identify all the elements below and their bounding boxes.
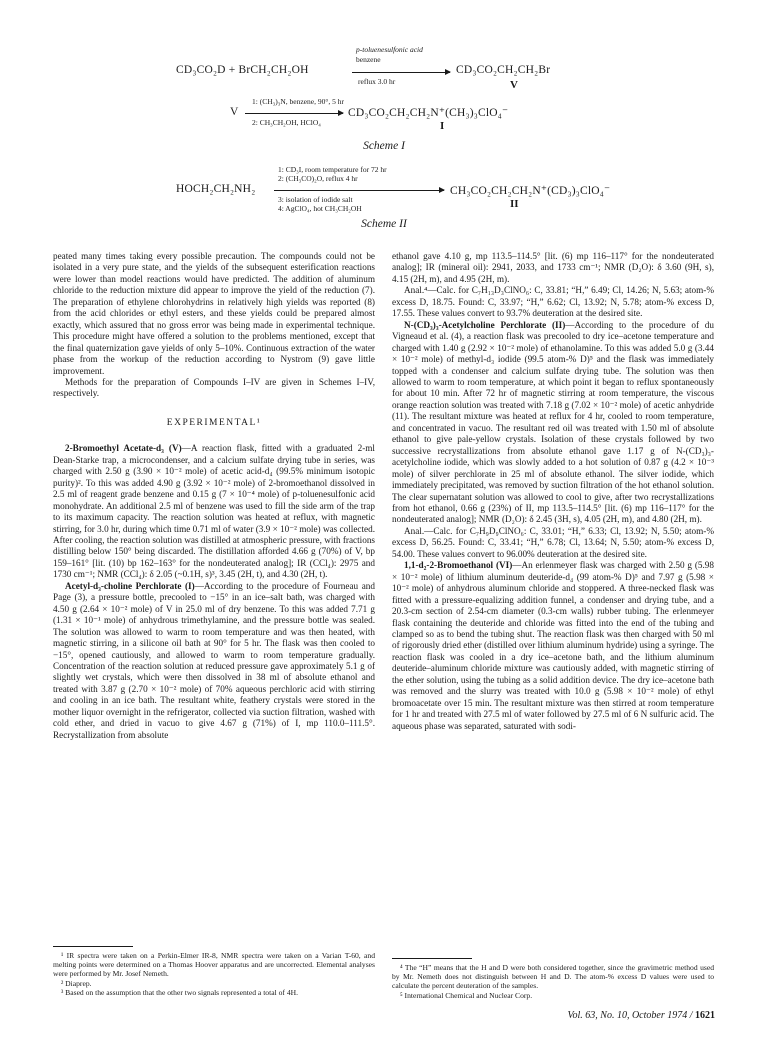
- footnote-3: ³ Based on the assumption that the other two signals represented a total of 4H.: [61, 987, 298, 997]
- scheme1-caption: Scheme I: [363, 140, 405, 152]
- left-paragraph-1: peated many times taking every possible precaution. The compounds could not be isolated in a very pure state, and the yields of the subsequent esterification reactions were lower than model reactions would have predicted. The addition of aluminum chloride to the reduction mixture did appear to improve the yield of the reduction (7). The preparation of ethylene chlorohydrins in relatively high yields was reported (8) from the acid chlorides or ethyl esters, and these yields could be prepared almost exactly, which assured that no gross error was being made in experimental technique. This procedure might have offered a solution to the problems mentioned, except that the final quaternization gave yields of only 5–10%. Continuous extraction of the water phase from the workup of the reduction according to Nystrom (9) gave little improvement.: [53, 251, 375, 376]
- scheme2-product-label: II: [510, 198, 519, 210]
- scheme2-product: CH₃CO₂CH₂CH₂N⁺(CD₃)₃ClO₄⁻: [450, 185, 611, 197]
- procedure-ii: [392, 320, 714, 526]
- procedure-ii-title: N-(CD₃)₃-Acetylcholine Perchlorate (II): [404, 319, 566, 330]
- procedure-i: [53, 581, 375, 741]
- procedure-vi-body: —An erlenmeyer flask was charged with 2.50 g (5.98 × 10⁻² mole) of lithium aluminum deuteride-d₄ (99 atom-% D)⁵ and 7.97 g (5.98 × 10⁻² mole) of anhydrous aluminum chloride and stoppered. A three-necked flask was fitted with a pressure-equalizing addition funnel, a condenser and drying tube, and a 20.3-cm section of 2.54-cm diameter (0.3-cm walls) rubber tubing. The erlenmeyer flask containing the deuteride and chloride was fitted into the end of the tubing and clamped so as to bend the tubing shut. The reaction flask was then charged with 50 ml of rigorously dried ether (distilled over lithium aluminum hydride) using a syringe. The reaction flask was cooled in a dry ice–acetone bath, and the lithium aluminum deuteride–aluminum chloride mixture was cautiously added, with magnetic stirring of the ether solution, using the tubing as a solid addition device. The dry ice–acetone bath was removed and the slurry was treated with 10.0 g (5.98 × 10⁻² mole) of ethyl bromoacetate over 15 min. The resultant mixture was then stirred at room temperature for 1 hr and treated with 27.5 ml of water followed by 27.5 ml of 6 N sulfuric acid. The aqueous phase was separated, saturated with sodi-: [392, 560, 714, 731]
- page-number: 1621: [695, 1010, 715, 1021]
- anal-i: Anal.⁴—Calc. for C₇H₁₃D₃ClNO₆: C, 33.81; “H,” 6.49; Cl, 14.26; N, 5.63; atom-% excess D, 18.75. Found: C, 33.97; “H,” 6.62; Cl, 13.92; N, 5.78; atom-% excess D, 17.55. These values convert to 93.7% deuteration at the desired site.: [392, 285, 714, 319]
- procedure-vi-title: 1,1-d₂-2-Bromoethanol (VI): [404, 560, 513, 571]
- scheme1-reagent-below: reflux 3.0 hr: [358, 77, 396, 86]
- left-footnote-rule: [53, 946, 133, 947]
- footnote-5: ⁵ International Chemical and Nuclear Corp.: [400, 990, 533, 1000]
- scheme1-step2-reactant: V: [230, 106, 239, 118]
- scheme1-arrow-2: [245, 113, 343, 114]
- procedure-v: [53, 443, 375, 580]
- left-column: [53, 251, 375, 741]
- scheme2-reactant: HOCH₂CH₂NH₂: [176, 183, 256, 195]
- procedure-vi: [392, 560, 714, 732]
- scheme2-arrow: [274, 190, 444, 191]
- scheme2-caption: Scheme II: [361, 218, 407, 230]
- right-footnote-rule: [392, 958, 472, 959]
- footnote-4: ⁴ The “H” means that the H and D were both considered together, since the gravimetric method used by Mr. Nemeth does not distinguish between H and D. The atom-% excess D values were used to calculate the percent deuteration of the samples.: [392, 963, 714, 991]
- procedure-ii-body: —According to the procedure of du Vigneaud et al. (4), a reaction flask was precooled to dry ice–acetone temperature and charged with 1.40 g (2.92 × 10⁻² mole) of ethanolamine. To this was added 5.0 g (3.44 × 10⁻² mole) of methyl-d₃ iodide (99.5 atom-% D)⁵ and the flask was immediately topped with a condenser and calcium sulfate drying tube. The solution was then allowed to warm to room temperature, at which point it began to reflux spontaneously for about 10 min. After 72 hr of magnetic stirring at room temperature, the viscous orange reaction solution was treated with 7.18 g (7.02 × 10⁻² mole) of acetic anhydride (11). The resultant mixture was heated at reflux for 4 hr, cooled to room temperature, and concentrated in vacuo. The resultant red oil was treated with 1.50 ml of absolute ethanol to give pale-yellow crystals. Isolation of these crystals followed by two successive recrystallizations from absolute ethanol gave 1.17 g of N-(CD₃)₃-acetylcholine iodide, which was slowly added to a hot solution of 0.87 g (4.2 × 10⁻³ mole) of silver perchlorate in 25 ml of absolute ethanol. The silver iodide, which immediately precipitated, was removed by suction filtration of the hot ethanol solution. The clear supernatant solution was allowed to cool to give, after two recrystallizations from hot ethanol, 0.66 g (23%) of II, mp 113.5–114.5° [lit. (6) mp 116–117° for the nondeuterated analog]; NMR (D₂O): δ 2.45 (3H, s), 4.05 (2H, m), and 4.80 (2H, m).: [392, 319, 714, 525]
- scheme1-step2-product: CD₃CO₂CH₂CH₂N⁺(CH₃)₃ClO₄⁻: [348, 107, 509, 119]
- left-footnotes: [53, 951, 375, 997]
- scheme1-arrow-1: [352, 72, 450, 73]
- scheme1-reagent-above-1: p-toluenesulfonic acid: [356, 45, 423, 54]
- experimental-heading: EXPERIMENTAL¹: [166, 417, 262, 428]
- right-footnotes: [392, 963, 714, 1000]
- procedure-v-title: 2-Bromoethyl Acetate-d₃ (V): [65, 443, 182, 454]
- procedure-i-title: Acetyl-d₃-choline Perchlorate (I): [65, 580, 195, 591]
- procedure-i-body: —According to the procedure of Fourneau and Page (3), a pressure bottle, precooled to −15° in an ice–salt bath, was charged with 4.50 g (2.64 × 10⁻² mole) of V in 25.0 ml of dry benzene. To this was added 7.71 g (1.31 × 10⁻¹ mole) of anhydrous trimethylamine, and the pressure bottle was sealed. The solution was allowed to warm to room temperature and was then heated, with magnetic stirring, in a silicone oil bath at 90° for 5 hr. The flask was then cooled to −15°, opened cautiously, and allowed to warm to room temperature gradually. Concentration of the reaction solution at reduced pressure gave approximately 5.1 g of slightly wet crystals, which were then dissolved in 38 ml of absolute ethanol and treated with 3.87 g (2.70 × 10⁻² mole) of 70% aqueous perchloric acid with stirring and cooling in an ice bath. The resultant white, feathery crystals were stored in the mother liquor overnight in the refrigerator, collected via suction filtration, washed with cold ether, and dried in vacuo to give 4.67 g (71%) of I, mp 110.0–111.5°. Recrystallization from absolute: [53, 580, 375, 740]
- scheme1-product: CD₃CO₂CH₂CH₂Br: [456, 64, 551, 76]
- left-paragraph-2: Methods for the preparation of Compounds I–IV are given in Schemes I–IV, respectively.: [53, 376, 375, 399]
- scheme1-step2-cond-2: 2: CH₃CH₂OH, HClO₄: [252, 118, 321, 127]
- right-paragraph-1: ethanol gave 4.10 g, mp 113.5–114.5° [lit. (6) mp 116–117° for the nondeuterated analog]; IR (mineral oil): 2941, 2033, and 1733 cm⁻¹; NMR (D₂O): δ 3.60 (9H, s), 4.15 (2H, m), and 4.95 (2H, m).: [392, 251, 714, 284]
- scheme1-product-label: V: [510, 79, 518, 91]
- footnote-1: ¹ IR spectra were taken on a Perkin-Elmer IR-8, NMR spectra were taken on a Varian T-60, and melting points were determined on a Thomas Hoover apparatus and are uncorrected. Elemental analyses were performed by Mr. Josef Nemeth.: [53, 951, 375, 979]
- scheme2-cond-1: 1: CD₃I, room temperature for 72 hr: [278, 165, 387, 174]
- procedure-v-body: —A reaction flask, fitted with a graduated 2-ml Dean-Starke trap, a microcondenser, and a calcium sulfate drying tube in series, was charged with 2.50 g (3.90 × 10⁻² mole) of acetic acid-d₄ (99.5% minimum isotopic purity)². To this was added 4.90 g (3.92 × 10⁻² mole) of 2-bromoethanol dissolved in 2.5 ml of reagent grade benzene and 0.15 g (7 × 10⁻⁴ mole) of p-toluenesulfonic acid monohydrate. An additional 2.5 ml of benzene was used to fill the side arm of the trap to its maximum capacity. The reaction solution was heated at reflux, with magnetic stirring, for 3.0 hr, during which time 0.71 ml of water (3.9 × 10⁻² mole) was collected. After cooling, the reaction solution was distilled at atmospheric pressure, with fractions distilling below 150° being discarded. The distillation afforded 4.66 g (70%) of V, bp 159–161° [lit. (10) bp 162–163° for the nondeuterated analog]; IR (CCl₄): 2975 and 1730 cm⁻¹; NMR (CCl₄): δ 2.05 (~0.1H, s)³, 3.45 (2H, t), and 4.30 (2H, t).: [53, 443, 375, 580]
- page-footer: [568, 1010, 716, 1021]
- footnote-2: ² Diaprep.: [61, 978, 92, 988]
- scheme2-cond-2: 2: (CH₃CO)₂O, reflux 4 hr: [278, 174, 358, 183]
- right-column: [392, 251, 714, 732]
- scheme1-reactant: CD₃CO₂D + BrCH₂CH₂OH: [176, 64, 309, 76]
- scheme1-reagent-above-2: benzene: [356, 55, 381, 64]
- scheme1-step2-label: I: [440, 120, 445, 132]
- scheme1-step2-cond-1: 1: (CH₃)₃N, benzene, 90°, 5 hr: [252, 97, 344, 106]
- anal-ii: Anal.—Calc. for C₇H₉D₉ClNO₆: C, 33.01; “H,” 6.33; Cl, 13.92; N, 5.50; atom-% excess D, 56.25. Found: C, 33.41; “H,” 6.78; Cl, 13.64; N, 5.50; atom-% excess D, 54.00. These values convert to 96.00% deuteration at the desired site.: [392, 525, 714, 559]
- journal-issue: Vol. 63, No. 10, October 1974 /: [567, 1010, 693, 1021]
- scheme2-cond-3: 3: isolation of iodide salt: [278, 195, 353, 204]
- scheme2-cond-4: 4: AgClO₄, hot CH₃CH₂OH: [278, 204, 362, 213]
